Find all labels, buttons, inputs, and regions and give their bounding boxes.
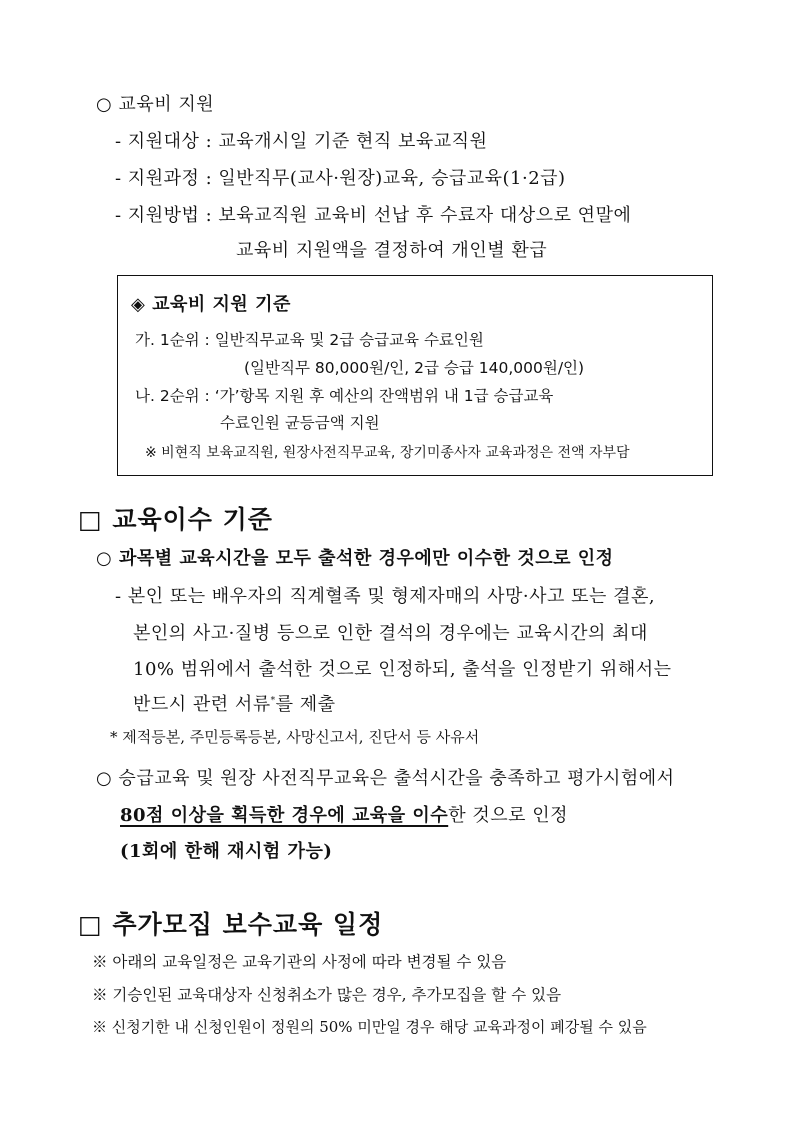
completion-rule: ○ 과목별 교육시간을 모두 출석한 경우에만 이수한 것으로 인정 [96, 548, 614, 569]
completion-promotion-line-3: (1회에 한해 재시험 가능) [120, 841, 333, 862]
schedule-note-3: ※ 신청기한 내 신청인원이 정원의 50% 미만일 경우 해당 교육과정이 폐강될 수 있음 [92, 1018, 647, 1036]
criteria-note: ※ 비현직 보육교직원, 원장사전직무교육, 장기미종사자 교육과정은 전액 자부담 [145, 445, 630, 461]
completion-promotion-line-1: ○ 승급교육 및 원장 사전직무교육은 출석시간을 충족하고 평가시험에서 [96, 768, 675, 789]
completion-promotion-line-2 [120, 801, 568, 827]
footnote-marker: * [270, 696, 276, 706]
support-course: - 지원과정 : 일반직무(교사·원장)교육, 승급교육(1·2급) [115, 168, 566, 189]
completion-detail-line-1: - 본인 또는 배우자의 직계혈족 및 형제자매의 사망·사고 또는 결혼, [115, 586, 656, 607]
support-method-line-1: - 지원방법 : 보육교직원 교육비 선납 후 수료자 대상으로 연말에 [115, 205, 632, 226]
completion-heading: □ 교육이수 기준 [78, 505, 273, 534]
completion-detail-text: 반드시 관련 서류 [133, 694, 271, 715]
support-target: - 지원대상 : 교육개시일 기준 현직 보육교직원 [115, 131, 488, 152]
criteria-rank2-line-1: 나. 2순위 : ‘가’항목 지원 후 예산의 잔액범위 내 1급 승급교육 [135, 387, 554, 405]
criteria-rank1-line-2: (일반직무 80,000원/인, 2급 승급 140,000원/인) [244, 359, 585, 377]
completion-detail-line-4 [133, 690, 336, 716]
schedule-note-2: ※ 기승인된 교육대상자 신청취소가 많은 경우, 추가모집을 할 수 있음 [92, 986, 562, 1004]
criteria-rank2-line-2: 수료인원 균등금액 지원 [220, 414, 380, 432]
support-heading: ○ 교육비 지원 [96, 94, 215, 115]
completion-detail-line-2: 본인의 사고·질병 등으로 인한 결석의 경우에는 교육시간의 최대 [133, 623, 648, 644]
completion-promotion-rest: 한 것으로 인정 [448, 805, 568, 826]
criteria-box-title: ◈ 교육비 지원 기준 [131, 294, 291, 315]
schedule-heading: □ 추가모집 보수교육 일정 [78, 910, 384, 939]
completion-footnote: * 제적등본, 주민등록등본, 사망신고서, 진단서 등 사유서 [110, 728, 480, 746]
schedule-note-1: ※ 아래의 교육일정은 교육기관의 사정에 따라 변경될 수 있음 [92, 953, 507, 971]
criteria-rank1-line-1: 가. 1순위 : 일반직무교육 및 2급 승급교육 수료인원 [135, 331, 484, 349]
completion-promotion-emphasis: 80점 이상을 획득한 경우에 교육을 이수 [120, 805, 449, 826]
support-method-line-2: 교육비 지원액을 결정하여 개인별 환급 [236, 240, 548, 261]
completion-detail-line-3: 10% 범위에서 출석한 것으로 인정하되, 출석을 인정받기 위해서는 [133, 659, 672, 680]
completion-detail-text-end: 를 제출 [275, 694, 336, 715]
